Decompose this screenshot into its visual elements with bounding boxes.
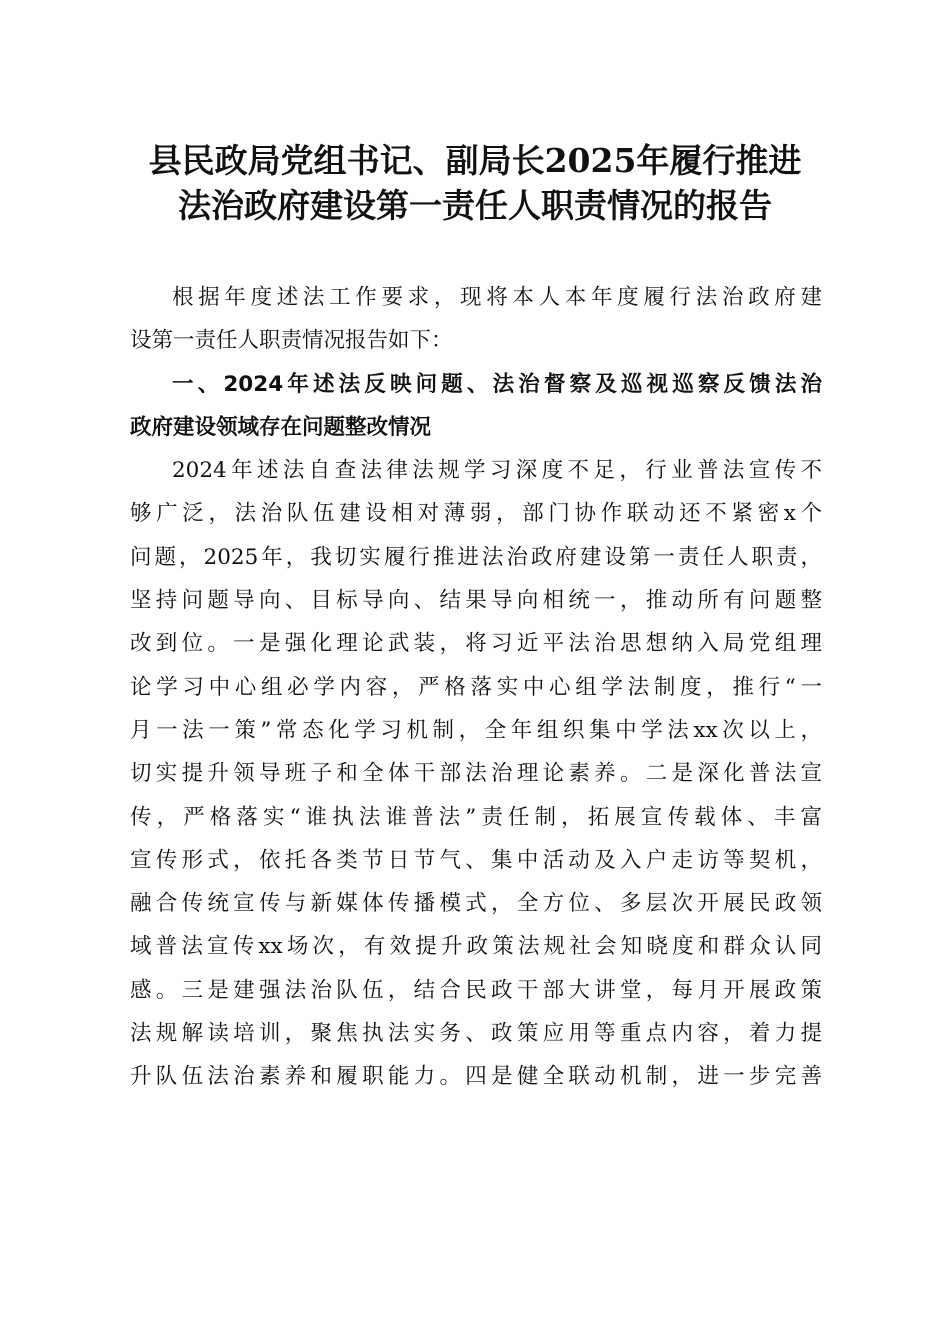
paragraph-line: 升队伍法治素养和履职能力。四是健全联动机制，进一步完善 bbox=[130, 1064, 822, 1090]
paragraph-line: 2024年述法自查法律法规学习深度不足，行业普法宣传不 bbox=[172, 458, 822, 484]
section-heading-line: 一、2024年述法反映问题、法治督察及巡视巡察反馈法治 bbox=[172, 371, 822, 397]
paragraph-line: 法规解读培训，聚焦执法实务、政策应用等重点内容，着力提 bbox=[130, 1021, 822, 1047]
paragraph-line: 问题，2025年，我切实履行推进法治政府建设第一责任人职责， bbox=[130, 544, 822, 570]
paragraph-line: 根据年度述法工作要求，现将本人本年度履行法治政府建 bbox=[172, 285, 822, 310]
paragraph-line: 月一法一策”常态化学习机制，全年组织集中学法xx次以上， bbox=[130, 717, 822, 743]
paragraph-line: 切实提升领导班子和全体干部法治理论素养。二是深化普法宣 bbox=[130, 761, 822, 787]
paragraph-line: 宣传形式，依托各类节日节气、集中活动及入户走访等契机， bbox=[130, 847, 822, 873]
paragraph-line: 传，严格落实“谁执法谁普法”责任制，拓展宣传载体、丰富 bbox=[130, 804, 822, 830]
paragraph-line: 域普法宣传xx场次，有效提升政策法规社会知晓度和群众认同 bbox=[130, 934, 822, 960]
paragraph-line: 融合传统宣传与新媒体传播模式，全方位、多层次开展民政领 bbox=[130, 891, 822, 917]
paragraph-line: 感。三是建强法治队伍，结合民政干部大讲堂，每月开展政策 bbox=[130, 977, 822, 1003]
title-line-1: 县民政局党组书记、副局长2025年履行推进 bbox=[148, 141, 802, 180]
section-heading-line: 政府建设领域存在问题整改情况 bbox=[130, 414, 432, 440]
document-body bbox=[130, 276, 822, 1099]
paragraph-line: 够广泛，法治队伍建设相对薄弱，部门协作联动还不紧密x个 bbox=[130, 501, 822, 527]
paragraph-line: 坚持问题导向、目标导向、结果导向相统一，推动所有问题整 bbox=[130, 588, 822, 614]
paragraph-line: 设第一责任人职责情况报告如下： bbox=[130, 328, 453, 354]
title-line-2: 法治政府建设第一责任人职责情况的报告 bbox=[178, 186, 772, 225]
document-title bbox=[0, 138, 950, 228]
paragraph-line: 改到位。一是强化理论武装，将习近平法治思想纳入局党组理 bbox=[130, 631, 822, 657]
paragraph-line: 论学习中心组必学内容，严格落实中心组学法制度，推行“一 bbox=[130, 674, 822, 700]
